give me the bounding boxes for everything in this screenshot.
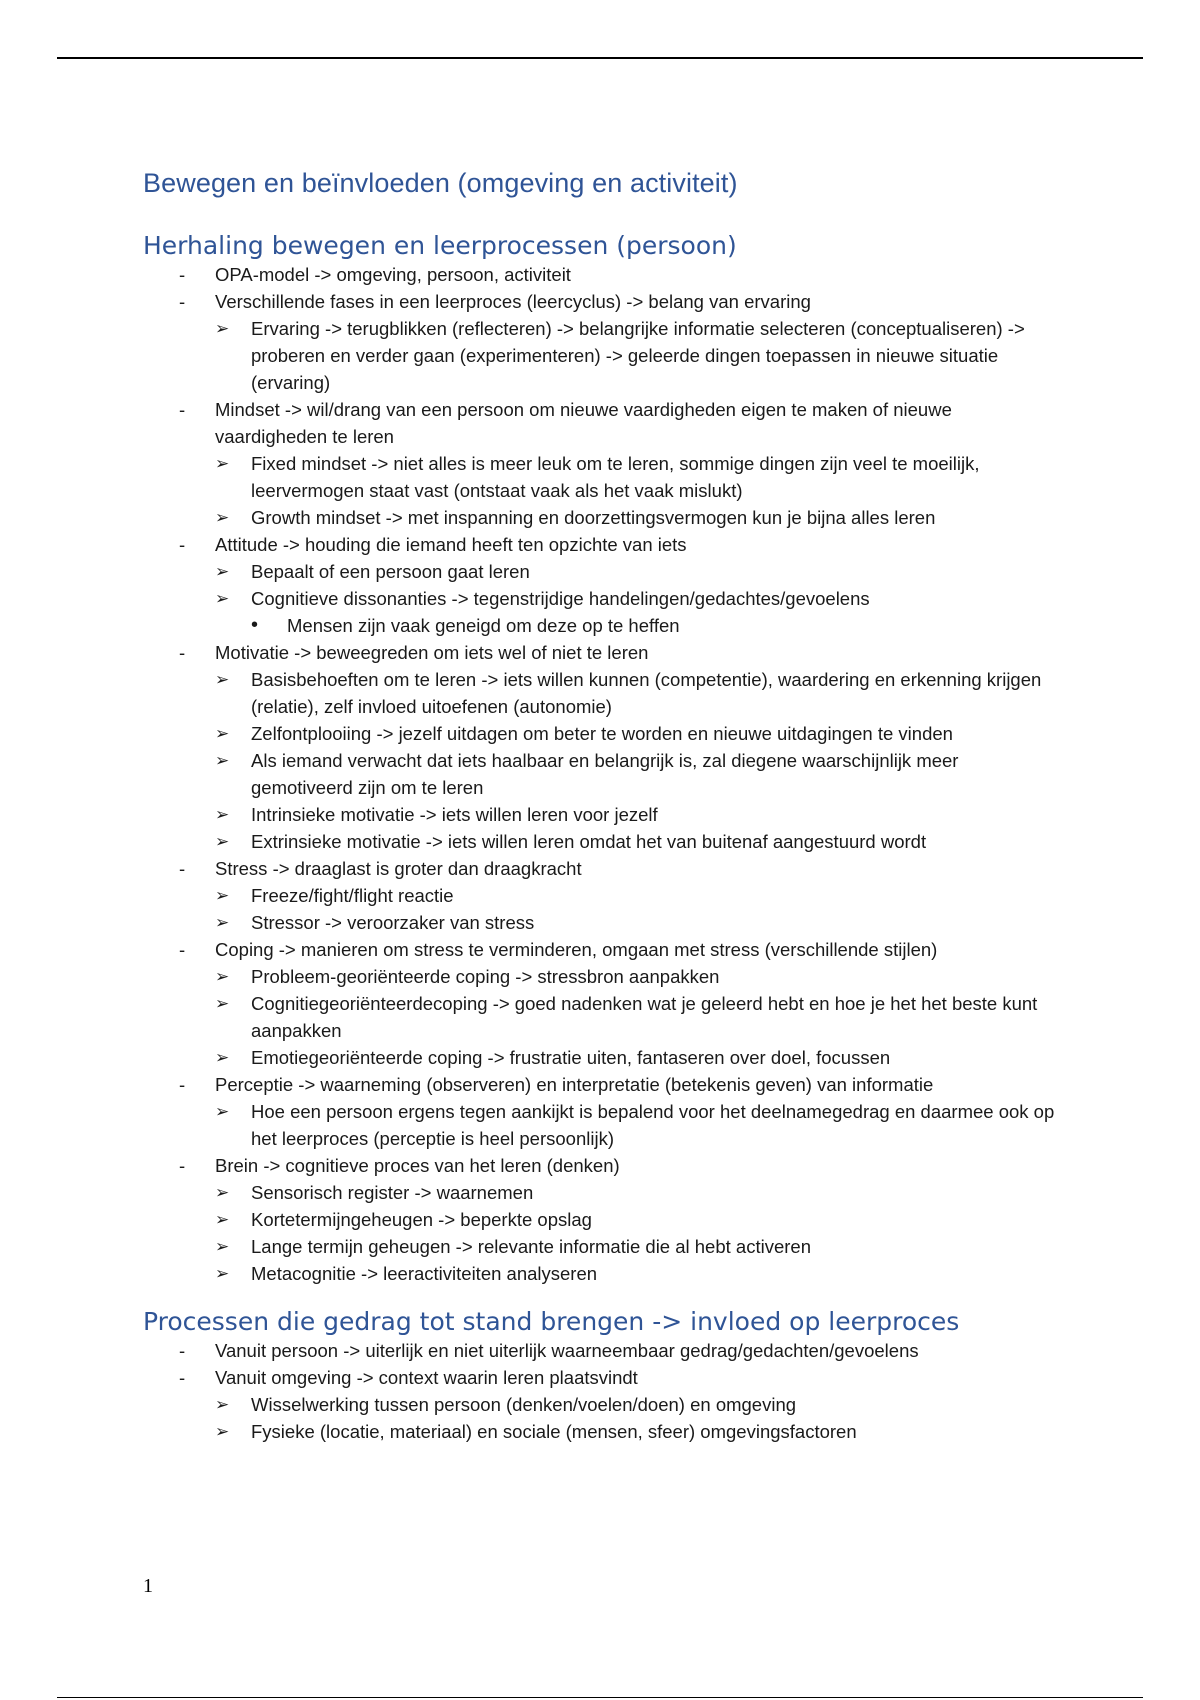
- sub-item-text: Fysieke (locatie, materiaal) en sociale (mensen, sfeer) omgevingsfactoren: [251, 1421, 857, 1443]
- sub-list-item: [215, 1418, 1063, 1445]
- section-heading: Processen die gedrag tot stand brengen -> invloed op leerproces: [143, 1307, 960, 1337]
- sub-sub-list-item: [251, 612, 1063, 639]
- sub-list-item: [215, 1044, 1063, 1071]
- arrow-bullet-icon: ➢: [215, 508, 230, 528]
- document-title: Bewegen en beïnvloeden (omgeving en activiteit): [143, 168, 738, 198]
- arrow-bullet-icon: ➢: [215, 967, 230, 987]
- sub-list: [215, 1179, 1063, 1287]
- arrow-bullet-icon: ➢: [215, 1264, 230, 1284]
- list-item-text: Coping -> manieren om stress te verminderen, omgaan met stress (verschillende stijlen): [215, 939, 938, 961]
- list-item: [143, 1071, 1063, 1152]
- sub-list-item: [215, 990, 1063, 1044]
- document-body: [143, 166, 1063, 1445]
- dash-marker: -: [179, 1340, 186, 1362]
- sub-list-item: [215, 1179, 1063, 1206]
- arrow-bullet-icon: ➢: [215, 886, 230, 906]
- list-item: [143, 1337, 1063, 1364]
- arrow-bullet-icon: ➢: [215, 1422, 230, 1442]
- list-item: [143, 639, 1063, 855]
- list-item: [143, 1364, 1063, 1445]
- sub-list: [215, 1391, 1063, 1445]
- sub-list-item: [215, 882, 1063, 909]
- sub-list: [215, 315, 1063, 396]
- arrow-bullet-icon: ➢: [215, 454, 230, 474]
- list-item: [143, 288, 1063, 396]
- sub-list-item: [215, 1206, 1063, 1233]
- section-heading: Herhaling bewegen en leerprocessen (persoon): [143, 231, 737, 261]
- list-item-text: Mindset -> wil/drang van een persoon om nieuwe vaardigheden eigen te maken of nieuwe vaardigheden te leren: [215, 399, 952, 448]
- dash-marker: -: [179, 534, 186, 556]
- sub-list: [215, 666, 1063, 855]
- sub-list: [215, 450, 1063, 531]
- bullet-list: [143, 1337, 1063, 1445]
- sub-list-item: [215, 666, 1063, 720]
- sub-item-text: Freeze/fight/flight reactie: [251, 885, 454, 907]
- arrow-bullet-icon: ➢: [215, 1210, 230, 1230]
- sub-sub-list: [251, 612, 1063, 639]
- sub-list-item: [215, 801, 1063, 828]
- sub-item-text: Cognitiegeoriënteerdecoping -> goed nadenken wat je geleerd hebt en hoe je het het beste kunt aanpakken: [251, 993, 1038, 1042]
- sub-item-text: Cognitieve dissonanties -> tegenstrijdige handelingen/gedachtes/gevoelens: [251, 588, 870, 610]
- footer-rule: [57, 1697, 1143, 1698]
- dash-marker: -: [179, 1367, 186, 1389]
- sub-list-item: [215, 1233, 1063, 1260]
- list-item: [143, 1152, 1063, 1287]
- sub-list-item: [215, 909, 1063, 936]
- dash-marker: -: [179, 1155, 186, 1177]
- sub-item-text: Wisselwerking tussen persoon (denken/voelen/doen) en omgeving: [251, 1394, 797, 1416]
- dash-marker: -: [179, 939, 186, 961]
- list-item-text: Stress -> draaglast is groter dan draagkracht: [215, 858, 582, 880]
- list-item-text: Motivatie -> beweegreden om iets wel of niet te leren: [215, 642, 649, 664]
- sub-item-text: Basisbehoeften om te leren -> iets willen kunnen (competentie), waardering en erkenning krijgen (relatie), zelf invloed uitoefenen (autonomie): [251, 669, 1042, 718]
- sub-item-text: Ervaring -> terugblikken (reflecteren) -> belangrijke informatie selecteren (conceptualiseren) -> proberen en verder gaan (experimenteren) -> geleerde dingen toepassen in nieuwe situatie (ervaring): [251, 318, 1025, 394]
- sub-list: [215, 1098, 1063, 1152]
- sub-list-item: [215, 315, 1063, 396]
- sub-item-text: Sensorisch register -> waarnemen: [251, 1182, 534, 1204]
- arrow-bullet-icon: ➢: [215, 805, 230, 825]
- sub-list-item: [215, 504, 1063, 531]
- sub-list-item: [215, 585, 1063, 639]
- sub-item-text: Emotiegeoriënteerde coping -> frustratie uiten, fantaseren over doel, focussen: [251, 1047, 891, 1069]
- sub-item-text: Growth mindset -> met inspanning en doorzettingsvermogen kun je bijna alles leren: [251, 507, 936, 529]
- arrow-bullet-icon: ➢: [215, 562, 230, 582]
- dash-marker: -: [179, 642, 186, 664]
- dash-marker: -: [179, 858, 186, 880]
- arrow-bullet-icon: ➢: [215, 832, 230, 852]
- arrow-bullet-icon: ➢: [215, 994, 230, 1014]
- sub-list-item: [215, 450, 1063, 504]
- list-item-text: Vanuit persoon -> uiterlijk en niet uiterlijk waarneembaar gedrag/gedachten/gevoelens: [215, 1340, 919, 1362]
- sub-item-text: Stressor -> veroorzaker van stress: [251, 912, 535, 934]
- sub-sub-item-text: Mensen zijn vaak geneigd om deze op te heffen: [287, 615, 680, 637]
- sub-list-item: [215, 1391, 1063, 1418]
- sub-list-item: [215, 963, 1063, 990]
- dash-marker: -: [179, 291, 186, 313]
- arrow-bullet-icon: ➢: [215, 751, 230, 771]
- list-item-text: Attitude -> houding die iemand heeft ten opzichte van iets: [215, 534, 687, 556]
- header-rule: [57, 57, 1143, 59]
- sub-item-text: Probleem-georiënteerde coping -> stressbron aanpakken: [251, 966, 720, 988]
- dash-marker: -: [179, 399, 186, 421]
- sub-list-item: [215, 558, 1063, 585]
- sub-item-text: Hoe een persoon ergens tegen aankijkt is bepalend voor het deelnamegedrag en daarmee ook op het leerproces (perceptie is heel persoonlijk): [251, 1101, 1055, 1150]
- bullet-list: [143, 261, 1063, 1287]
- sub-list: [215, 963, 1063, 1071]
- arrow-bullet-icon: ➢: [215, 1183, 230, 1203]
- arrow-bullet-icon: ➢: [215, 1102, 230, 1122]
- sub-item-text: Lange termijn geheugen -> relevante informatie die al hebt activeren: [251, 1236, 811, 1258]
- list-item-text: Vanuit omgeving -> context waarin leren plaatsvindt: [215, 1367, 638, 1389]
- sub-item-text: Intrinsieke motivatie -> iets willen leren voor jezelf: [251, 804, 658, 826]
- arrow-bullet-icon: ➢: [215, 319, 230, 339]
- bullet-dot-icon: •: [251, 614, 259, 637]
- sub-list-item: [215, 747, 1063, 801]
- list-item-text: OPA-model -> omgeving, persoon, activiteit: [215, 264, 571, 286]
- arrow-bullet-icon: ➢: [215, 1048, 230, 1068]
- arrow-bullet-icon: ➢: [215, 913, 230, 933]
- sub-item-text: Fixed mindset -> niet alles is meer leuk om te leren, sommige dingen zijn veel te moeilijk, leervermogen staat vast (ontstaat vaak als het vaak mislukt): [251, 453, 980, 502]
- list-item: [143, 261, 1063, 288]
- sub-item-text: Als iemand verwacht dat iets haalbaar en belangrijk is, zal diegene waarschijnlijk meer gemotiveerd zijn om te leren: [251, 750, 959, 799]
- arrow-bullet-icon: ➢: [215, 670, 230, 690]
- arrow-bullet-icon: ➢: [215, 1395, 230, 1415]
- arrow-bullet-icon: ➢: [215, 1237, 230, 1257]
- dash-marker: -: [179, 264, 186, 286]
- list-item: [143, 936, 1063, 1071]
- arrow-bullet-icon: ➢: [215, 589, 230, 609]
- list-item: [143, 855, 1063, 936]
- dash-marker: -: [179, 1074, 186, 1096]
- list-item-text: Perceptie -> waarneming (observeren) en interpretatie (betekenis geven) van informatie: [215, 1074, 934, 1096]
- list-item: [143, 531, 1063, 639]
- sub-item-text: Kortetermijngeheugen -> beperkte opslag: [251, 1209, 592, 1231]
- list-item-text: Verschillende fases in een leerproces (leercyclus) -> belang van ervaring: [215, 291, 811, 313]
- sub-item-text: Bepaalt of een persoon gaat leren: [251, 561, 530, 583]
- sub-item-text: Extrinsieke motivatie -> iets willen leren omdat het van buitenaf aangestuurd wordt: [251, 831, 927, 853]
- sub-list-item: [215, 1098, 1063, 1152]
- list-item: [143, 396, 1063, 531]
- sub-list: [215, 882, 1063, 936]
- sub-list-item: [215, 720, 1063, 747]
- page-number: 1: [143, 1575, 153, 1597]
- sub-item-text: Zelfontplooiing -> jezelf uitdagen om beter te worden en nieuwe uitdagingen te vinden: [251, 723, 953, 745]
- sub-list-item: [215, 828, 1063, 855]
- arrow-bullet-icon: ➢: [215, 724, 230, 744]
- sub-list-item: [215, 1260, 1063, 1287]
- sub-item-text: Metacognitie -> leeractiviteiten analyseren: [251, 1263, 598, 1285]
- list-item-text: Brein -> cognitieve proces van het leren (denken): [215, 1155, 620, 1177]
- sub-list: [215, 558, 1063, 639]
